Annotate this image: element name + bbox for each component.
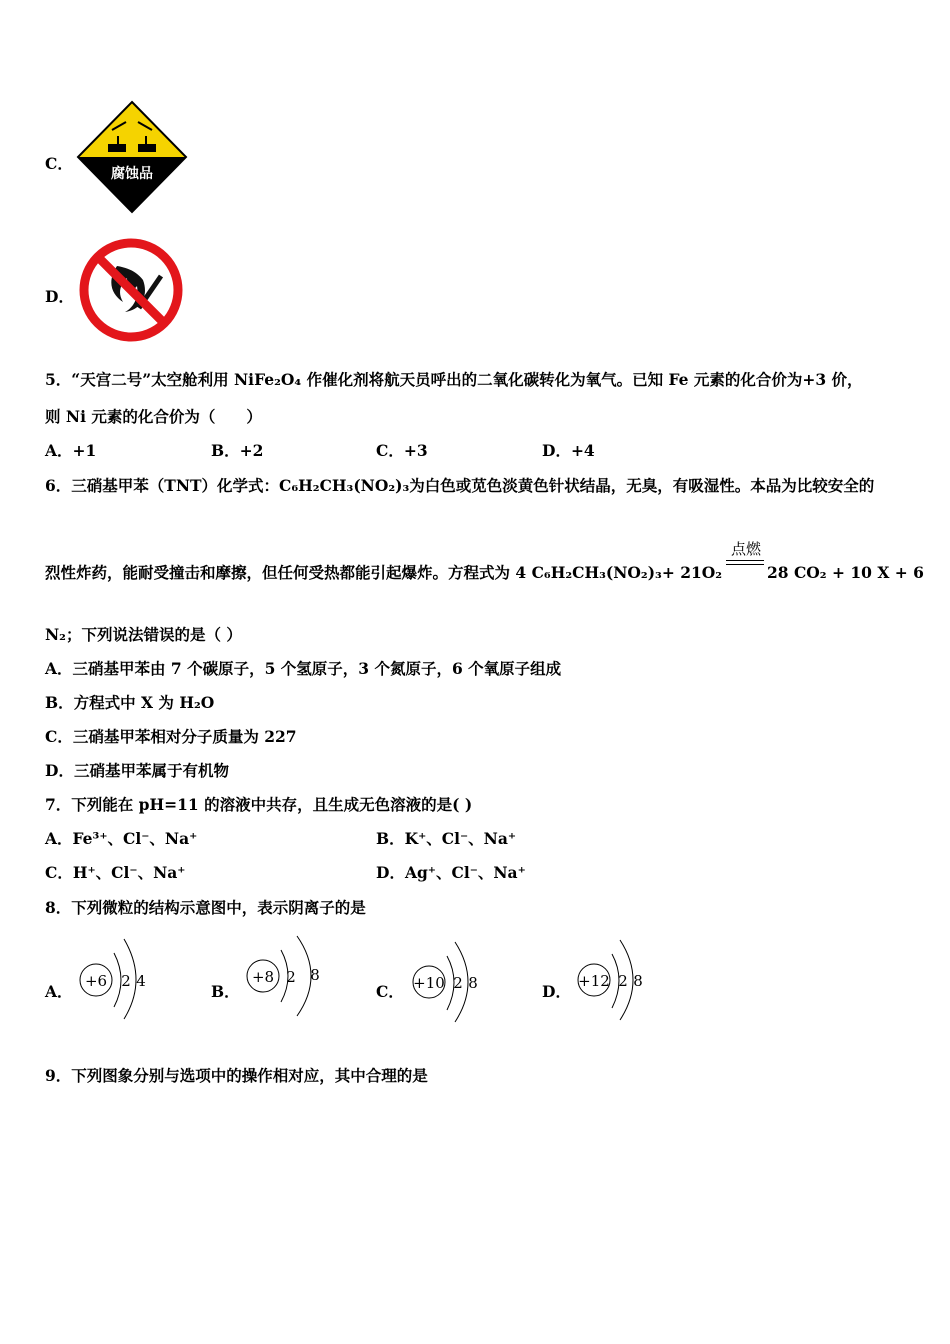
q5-stem-line1: 5．“天宫二号”太空舱利用 NiFe₂O₄ 作催化剂将航天员呼出的二氧化碳转化为氧气。已知 Fe 元素的化合价为+3 价， bbox=[45, 370, 863, 389]
q5-option-d[interactable]: D．+4 bbox=[542, 441, 595, 460]
no-open-flame-icon bbox=[77, 236, 185, 344]
option-d-label: D． bbox=[45, 287, 74, 306]
q7-stem: 7．下列能在 pH=11 的溶液中共存，且生成无色溶液的是( ) bbox=[45, 795, 473, 814]
corrosive-hazard-sign bbox=[76, 100, 188, 214]
equation-arrow-bottom bbox=[726, 564, 764, 565]
q6-stem-line3: N₂；下列说法错误的是（ ） bbox=[45, 625, 242, 644]
q6-stem-line1: 6．三硝基甲苯（TNT）化学式：C₆H₂CH₃(NO₂)₃为白色或苋色淡黄色针状结晶，无臭，有吸湿性。本品为比较安全的 bbox=[45, 476, 875, 495]
corrosive-sign-text: 腐蚀品 bbox=[111, 166, 153, 182]
option-c-label: C． bbox=[45, 154, 73, 173]
q5-option-c[interactable]: C．+3 bbox=[376, 441, 428, 460]
q8-option-c-label[interactable]: C． bbox=[376, 982, 404, 1001]
q8-option-d-label[interactable]: D． bbox=[542, 982, 571, 1001]
q8-atom-diagram-b[interactable] bbox=[243, 932, 325, 1018]
q6-option-d[interactable]: D．三硝基甲苯属于有机物 bbox=[45, 761, 229, 780]
reaction-condition: 点燃 bbox=[730, 540, 761, 558]
equation-arrow-top bbox=[726, 560, 764, 561]
q8-option-b-label[interactable]: B． bbox=[211, 982, 240, 1001]
shell-1-electrons: 2 bbox=[121, 972, 131, 990]
q6-option-c[interactable]: C．三硝基甲苯相对分子质量为 227 bbox=[45, 727, 297, 746]
nucleus-charge: +10 bbox=[413, 974, 445, 992]
q8-atom-diagram-a[interactable] bbox=[76, 935, 156, 1021]
q7-option-c[interactable]: C．H⁺、Cl⁻、Na⁺ bbox=[45, 863, 186, 882]
nucleus-charge: +6 bbox=[84, 972, 108, 990]
q6-option-b[interactable]: B．方程式中 X 为 H₂O bbox=[45, 693, 215, 712]
shell-2-electrons: 4 bbox=[136, 972, 146, 990]
q8-stem: 8．下列微粒的结构示意图中，表示阴离子的是 bbox=[45, 898, 366, 917]
shell-1-electrons: 2 bbox=[618, 972, 628, 990]
nucleus-charge: +12 bbox=[578, 972, 610, 990]
q8-atom-diagram-c[interactable] bbox=[409, 938, 489, 1024]
q9-stem: 9．下列图象分别与选项中的操作相对应，其中合理的是 bbox=[45, 1066, 428, 1085]
q5-option-a[interactable]: A．+1 bbox=[45, 441, 97, 460]
nucleus-charge: +8 bbox=[251, 968, 275, 986]
shell-2-electrons: 8 bbox=[310, 966, 320, 984]
q6-option-a[interactable]: A．三硝基甲苯由 7 个碳原子，5 个氢原子，3 个氮原子，6 个氧原子组成 bbox=[45, 659, 562, 678]
q5-stem-line2: 则 Ni 元素的化合价为（ ） bbox=[45, 407, 262, 426]
q5-option-b[interactable]: B．+2 bbox=[211, 441, 264, 460]
shell-1-electrons: 2 bbox=[453, 974, 463, 992]
q6-stem-line2: 烈性炸药，能耐受撞击和摩擦，但任何受热都能引起爆炸。方程式为 4 C₆H₂CH₃(NO₂)₃+ 21O₂ bbox=[45, 563, 723, 582]
q7-option-b[interactable]: B．K⁺、Cl⁻、Na⁺ bbox=[376, 829, 517, 848]
shell-2-electrons: 8 bbox=[468, 974, 478, 992]
shell-1-electrons: 2 bbox=[286, 968, 296, 986]
q7-option-d[interactable]: D．Ag⁺、Cl⁻、Na⁺ bbox=[376, 863, 526, 882]
q7-option-a[interactable]: A．Fe³⁺、Cl⁻、Na⁺ bbox=[45, 829, 198, 848]
shell-2-electrons: 8 bbox=[633, 972, 643, 990]
q6-stem-line2-products: 28 CO₂ + 10 X + 6 bbox=[767, 563, 924, 582]
q8-atom-diagram-d[interactable] bbox=[574, 936, 654, 1022]
q8-option-a-label[interactable]: A． bbox=[45, 982, 73, 1001]
